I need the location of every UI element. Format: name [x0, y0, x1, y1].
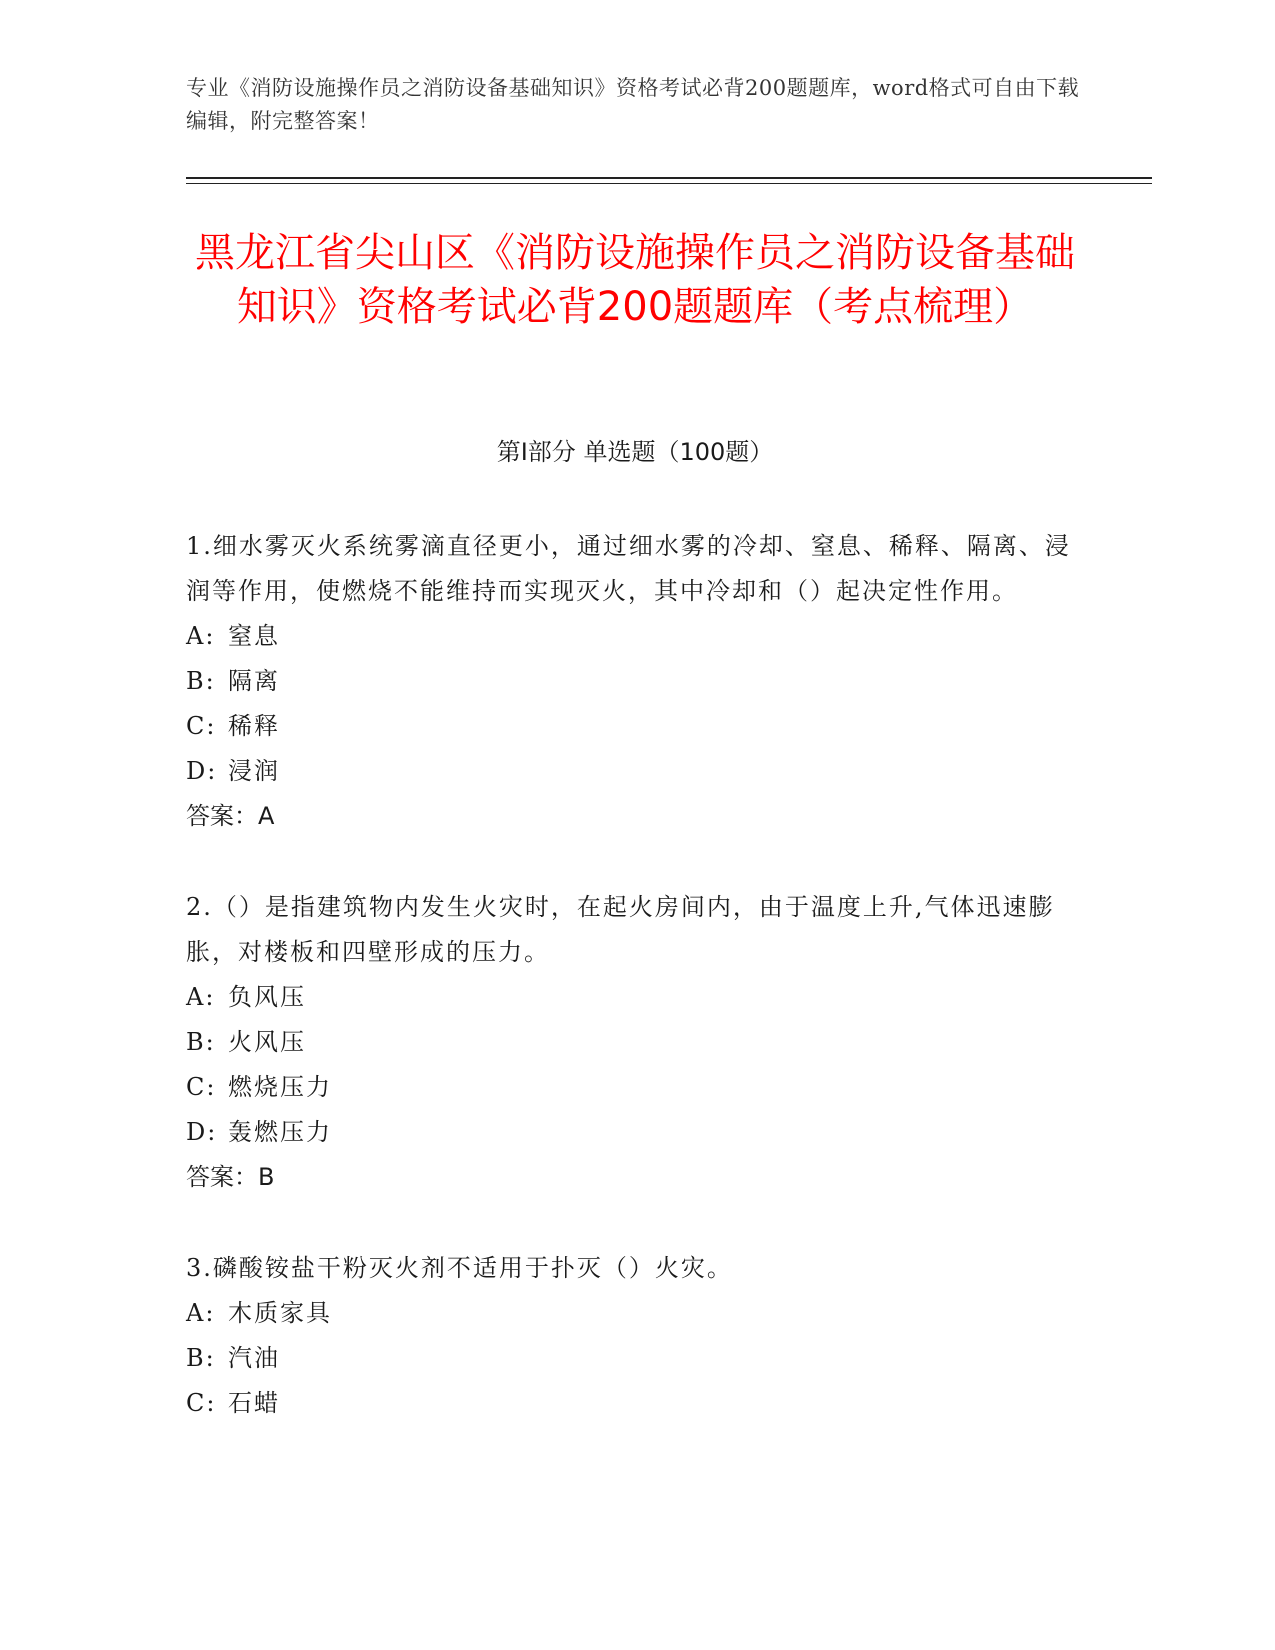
option-letter: B:: [186, 1344, 216, 1372]
option-a: [186, 614, 1076, 659]
question-stem: 2.（）是指建筑物内发生火灾时，在起火房间内，由于温度上升,气体迅速膨胀，对楼板和四壁形成的压力。: [186, 893, 1055, 966]
option-letter: A:: [186, 983, 216, 1011]
question-stem: 3.磷酸铵盐干粉灭火剂不适用于扑灭（）火灾。: [186, 1254, 733, 1282]
option-a: [186, 975, 1076, 1020]
question-3: [186, 1246, 1076, 1426]
section-title: 第Ⅰ部分 单选题（100题）: [496, 438, 774, 466]
option-d: [186, 1110, 1076, 1155]
question-2: [186, 885, 1076, 1200]
option-letter: A:: [186, 622, 216, 650]
question-stem: 1.细水雾灭火系统雾滴直径更小，通过细水雾的冷却、窒息、稀释、隔离、浸润等作用，使燃烧不能维持而实现灭火，其中冷却和（）起决定性作用。: [186, 532, 1071, 605]
option-a: [186, 1291, 1076, 1336]
option-c: [186, 1065, 1076, 1110]
option-text: 窒息: [228, 622, 280, 650]
option-letter: A:: [186, 1299, 216, 1327]
option-b: [186, 1020, 1076, 1065]
option-text: 轰燃压力: [228, 1118, 332, 1146]
option-letter: C:: [186, 712, 217, 740]
option-text: 负风压: [228, 983, 306, 1011]
option-text: 石蜡: [228, 1389, 280, 1417]
option-d: [186, 749, 1076, 794]
option-letter: B:: [186, 1028, 216, 1056]
header-divider-thick: [186, 177, 1152, 179]
option-text: 浸润: [228, 757, 280, 785]
option-letter: C:: [186, 1073, 217, 1101]
answer-line: 答案：A: [186, 802, 275, 830]
option-text: 木质家具: [228, 1299, 332, 1327]
option-b: [186, 659, 1076, 704]
option-text: 隔离: [228, 667, 280, 695]
option-text: 燃烧压力: [228, 1073, 332, 1101]
header-divider-thin: [186, 183, 1152, 184]
question-list: [186, 524, 1076, 1472]
option-text: 火风压: [228, 1028, 306, 1056]
option-letter: D:: [186, 757, 218, 785]
option-letter: D:: [186, 1118, 218, 1146]
option-b: [186, 1336, 1076, 1381]
header-note: 专业《消防设施操作员之消防设备基础知识》资格考试必背200题题库，word格式可自由下载编辑，附完整答案！: [186, 76, 1080, 133]
document-title: 黑龙江省尖山区《消防设施操作员之消防设备基础知识》资格考试必背200题题库（考点梳理）: [195, 230, 1075, 330]
option-c: [186, 704, 1076, 749]
option-letter: C:: [186, 1389, 217, 1417]
option-text: 汽油: [228, 1344, 280, 1372]
answer-line: 答案：B: [186, 1163, 275, 1191]
option-letter: B:: [186, 667, 216, 695]
option-c: [186, 1381, 1076, 1426]
option-text: 稀释: [228, 712, 280, 740]
question-1: [186, 524, 1076, 839]
